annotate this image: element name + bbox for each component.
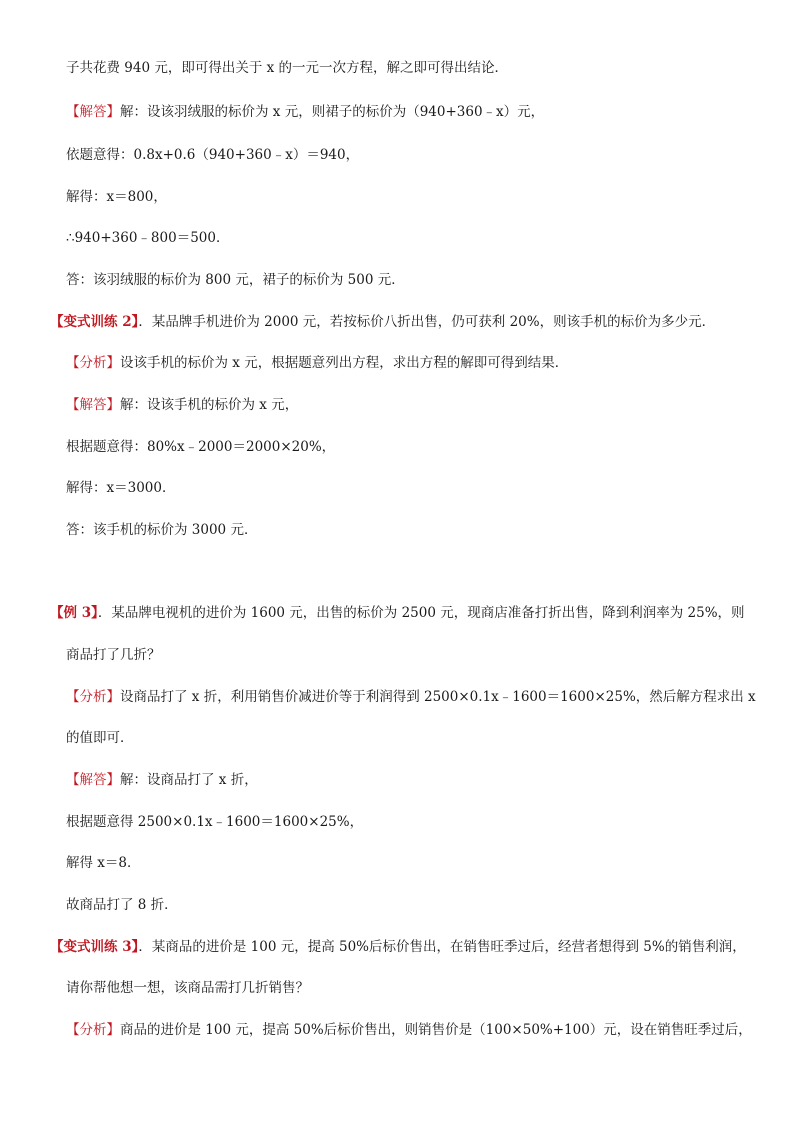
text: 解得：x＝3000． [66,480,176,496]
equation-line [66,437,335,457]
result-line [66,187,167,207]
answer-line [66,520,257,540]
answer-line [66,895,178,915]
text: 答：该羽绒服的标价为 800 元，裙子的标价为 500 元． [66,272,405,288]
text: ．某品牌手机进价为 2000 元，若按标价八折出售，仍可获利 20%，则该手机的标价为多少元． [138,314,716,330]
text: 依题意得：0.8x+0.6（940+360﹣x）＝940， [66,147,360,163]
text: ∴940+360﹣800＝500． [66,230,230,246]
computation-line [66,228,229,248]
text: 根据题意得 2500×0.1x﹣1600＝1600×25%， [66,814,364,830]
solution-tag: 【解答】 [66,772,120,788]
variant-exercise-tag: 【变式训练 3】 [50,939,139,955]
analysis-line [66,687,756,707]
text: 解得：x＝800， [66,189,167,205]
text: 解得 x＝8． [66,855,141,871]
analysis-line [66,353,568,373]
analysis-continuation-line [66,58,508,78]
solution-line [66,102,544,122]
question-continuation-line [66,978,309,998]
result-line [66,478,175,498]
variant-exercise-2-heading [50,312,715,332]
text: 故商品打了 8 折． [66,897,178,913]
solution-tag: 【解答】 [66,397,120,413]
analysis-tag: 【分析】 [66,1022,120,1038]
text: 答：该手机的标价为 3000 元． [66,522,258,538]
solution-tag: 【解答】 [66,104,120,120]
text: ．某商品的进价是 100 元，提高 50%后标价售出，在销售旺季过后，经营者想得到 5%的销售利润， [138,939,746,955]
example-tag: 【例 3】 [50,605,98,621]
text: 解：设该手机的标价为 x 元， [120,397,299,413]
text: 设该手机的标价为 x 元，根据题意列出方程，求出方程的解即可得到结果． [120,355,569,371]
analysis-continuation-line [66,728,134,748]
solution-line [66,770,258,790]
text: 商品打了几折？ [66,647,161,663]
text: 解：设该羽绒服的标价为 x 元，则裙子的标价为（940+360﹣x）元， [120,104,545,120]
text: 子共花费 940 元，即可得出关于 x 的一元一次方程，解之即可得出结论． [66,60,509,76]
text: 请你帮他想一想，该商品需打几折销售？ [66,980,309,996]
equation-line [66,145,359,165]
result-line [66,853,141,873]
equation-line [66,812,363,832]
text: 的值即可． [66,730,134,746]
solution-line [66,395,298,415]
variant-exercise-3-heading [50,937,746,957]
text: ．某品牌电视机的进价为 1600 元，出售的标价为 2500 元，现商店准备打折出售，降到利润率为 25%，则 [97,605,745,621]
answer-line [66,270,405,290]
text: 根据题意得：80%x﹣2000＝2000×20%， [66,439,336,455]
analysis-tag: 【分析】 [66,355,120,371]
text: 解：设商品打了 x 折， [120,772,258,788]
example-3-heading [50,603,745,623]
question-continuation-line [66,645,161,665]
analysis-tag: 【分析】 [66,689,120,705]
text: 设商品打了 x 折，利用销售价减进价等于利润得到 2500×0.1x﹣1600＝1600×25%，然后解方程求出 x [120,689,756,705]
variant-exercise-tag: 【变式训练 2】 [50,314,139,330]
analysis-line [66,1020,752,1040]
text: 商品的进价是 100 元，提高 50%后标价售出，则销售价是（100×50%+100）元，设在销售旺季过后， [120,1022,752,1038]
